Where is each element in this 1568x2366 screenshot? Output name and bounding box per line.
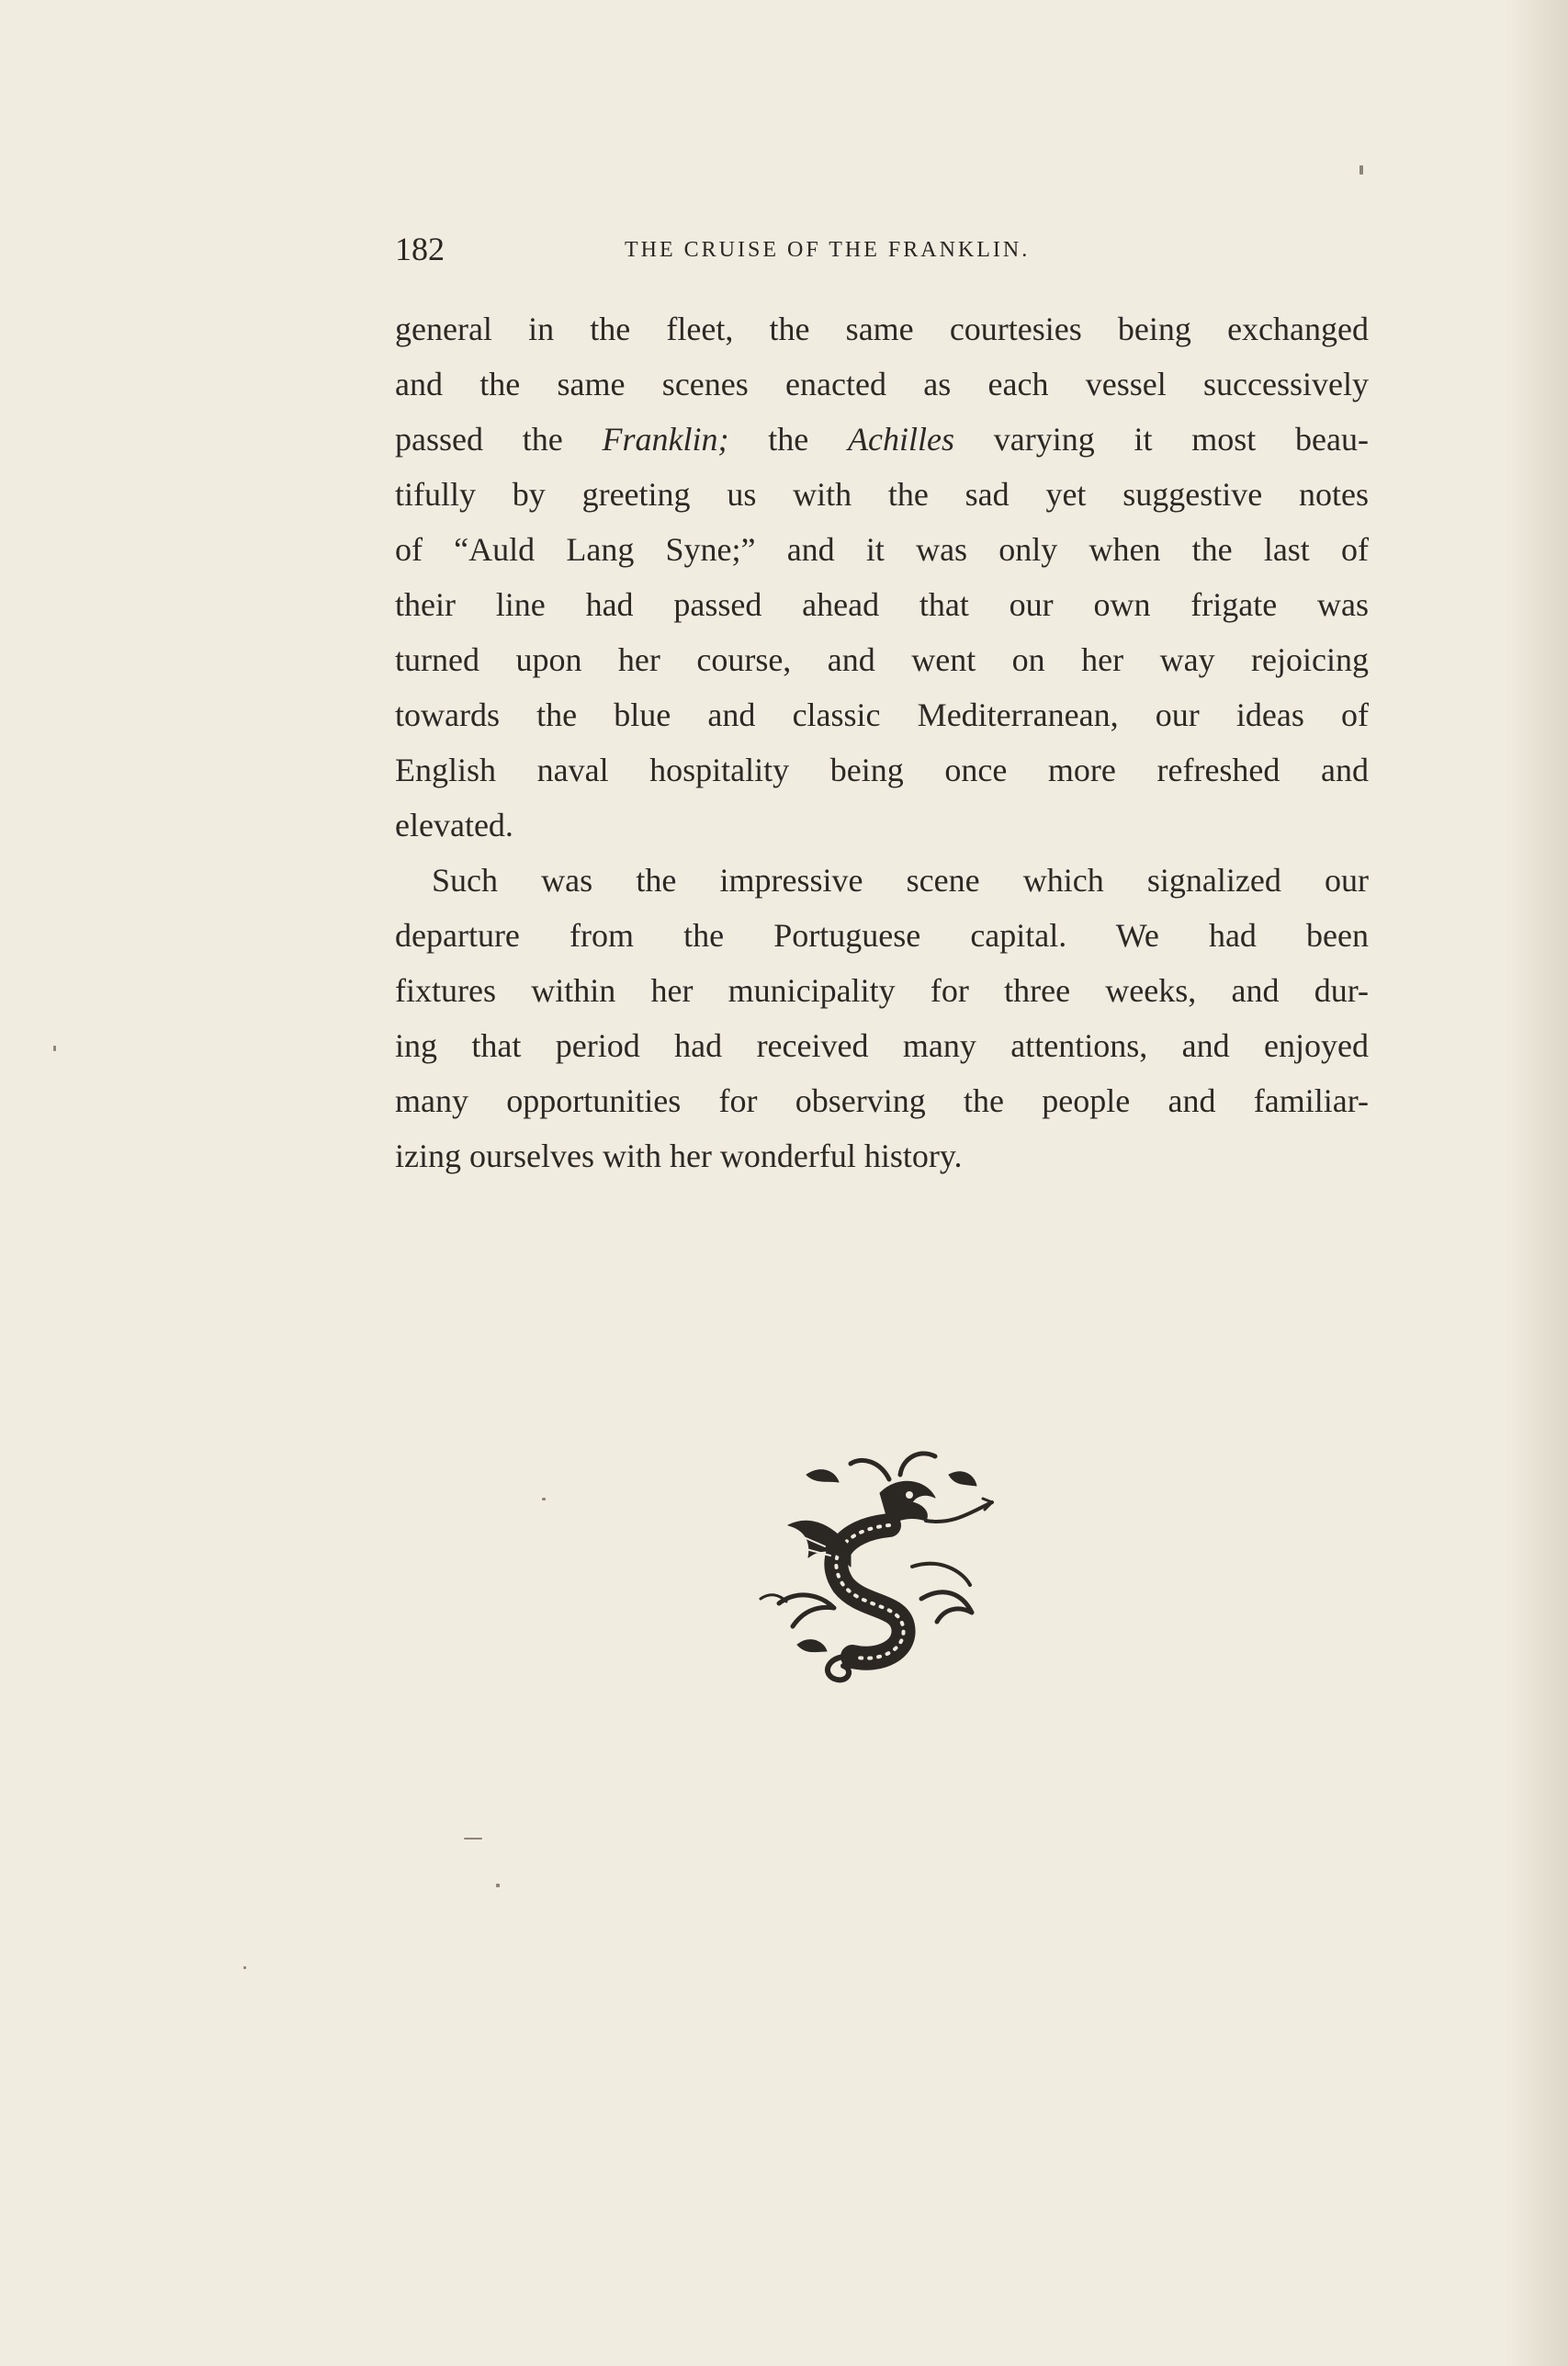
- ship-name-franklin: Franklin;: [602, 421, 729, 458]
- text-line: of “Auld Lang Syne;” and it was only when the last of: [395, 531, 1369, 568]
- paragraph: [395, 853, 1369, 1183]
- text-fragment: passed the: [395, 421, 603, 458]
- ornament-graphic: [742, 1438, 1018, 1686]
- text-fragment: the: [728, 421, 849, 458]
- text-line: and the same scenes enacted as each vessel successively: [395, 366, 1369, 402]
- text-line: general in the fleet, the same courtesies being exchanged: [395, 311, 1369, 347]
- page-number: 182: [395, 231, 445, 267]
- text-fragment: varying it most beau-: [953, 421, 1369, 458]
- text-line: tifully by greeting us with the sad yet suggestive notes: [395, 476, 1369, 513]
- running-title: THE CRUISE OF THE FRANKLIN.: [625, 238, 1031, 262]
- text-line: Such was the impressive scene which signalized our: [432, 862, 1369, 899]
- page-edge-shadow: [1504, 0, 1568, 2366]
- paper-speck: [496, 1884, 500, 1887]
- text-line: izing ourselves with her wonderful history.: [395, 1138, 963, 1174]
- paper-speck: [53, 1046, 56, 1051]
- text-line: fixtures within her municipality for three weeks, and dur-: [395, 972, 1369, 1009]
- text-line: turned upon her course, and went on her way rejoicing: [395, 641, 1369, 678]
- paper-speck: [464, 1838, 482, 1840]
- text-line: departure from the Portuguese capital. We had been: [395, 917, 1369, 954]
- text-line: their line had passed ahead that our own frigate was: [395, 586, 1369, 623]
- body-text: [395, 301, 1369, 1183]
- text-line: many opportunities for observing the people and familiar-: [395, 1082, 1369, 1119]
- text-line-with-ship-names: [395, 412, 1369, 467]
- text-line: towards the blue and classic Mediterranean, our ideas of: [395, 696, 1369, 733]
- paper-speck: [1359, 165, 1363, 175]
- paper-speck: [243, 1966, 246, 1969]
- text-line: English naval hospitality being once more refreshed and: [395, 752, 1369, 788]
- paragraph: [395, 301, 1369, 853]
- text-line: elevated.: [395, 807, 513, 843]
- paper-speck: [542, 1498, 546, 1500]
- dragon-tailpiece-icon: [742, 1438, 1018, 1686]
- ship-name-achilles: Achilles: [848, 421, 954, 458]
- text-line: ing that period had received many attentions, and enjoyed: [395, 1027, 1369, 1064]
- page-header: [395, 226, 1148, 272]
